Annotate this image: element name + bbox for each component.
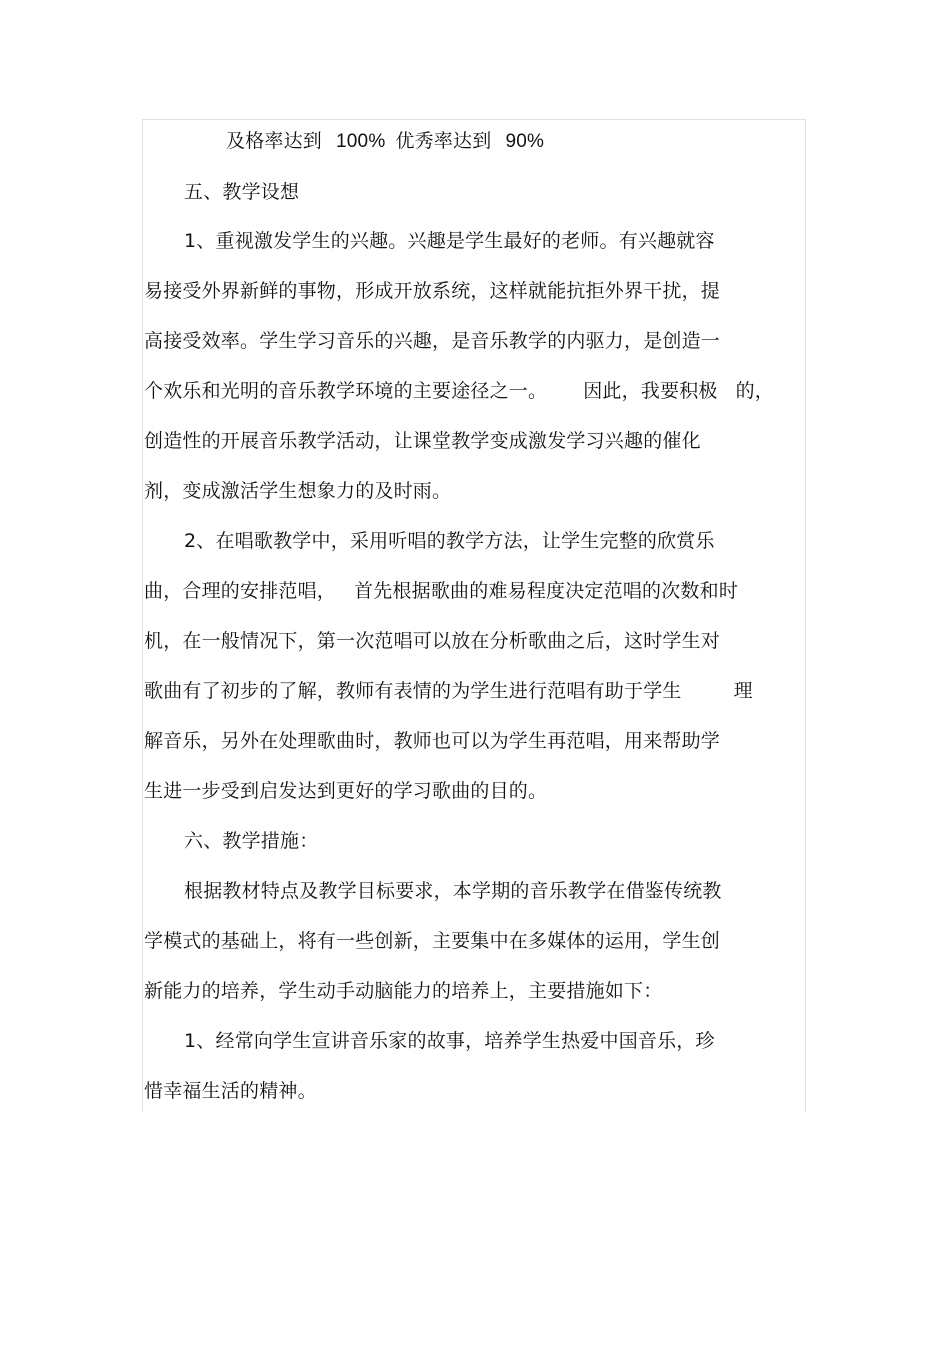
text-run: 因此，我要积极 xyxy=(583,380,718,402)
paragraph-line: 根据教材特点及教学目标要求，本学期的音乐教学在借鉴传统教 xyxy=(184,880,722,902)
text-run: 首先根据歌曲的难易程度决定范唱的次数和时 xyxy=(354,580,739,602)
paragraph-line: 1、重视激发学生的兴趣。兴趣是学生最好的老师。有兴趣就容 xyxy=(184,230,715,252)
text-run: 理 xyxy=(733,680,753,702)
paragraph-line: 剂，变成激活学生想象力的及时雨。 xyxy=(144,480,452,502)
paragraph-line: 2、在唱歌教学中，采用听唱的教学方法，让学生完整的欣赏乐 xyxy=(184,530,715,552)
paragraph-line: 高接受效率。学生学习音乐的兴趣，是音乐教学的内驱力，是创造一 xyxy=(144,330,721,352)
paragraph-line: 解音乐，另外在处理歌曲时，教师也可以为学生再范唱，用来帮助学 xyxy=(144,730,721,752)
paragraph-line: 创造性的开展音乐教学活动，让课堂教学变成激发学习兴趣的催化 xyxy=(144,430,701,452)
paragraph-line: 惜幸福生活的精神。 xyxy=(144,1080,317,1102)
paragraph-line xyxy=(144,679,753,703)
pass-rate-value: 100% xyxy=(336,131,386,152)
paragraph-line: 易接受外界新鲜的事物，形成开放系统，这样就能抗拒外界干扰，提 xyxy=(144,280,721,302)
paragraph-line xyxy=(144,579,738,603)
paragraph-line: 1、经常向学生宣讲音乐家的故事，培养学生热爱中国音乐，珍 xyxy=(184,1030,715,1052)
pass-rate-line xyxy=(226,129,544,154)
paragraph-line: 新能力的培养，学生动手动脑能力的培养上，主要措施如下： xyxy=(144,980,663,1002)
text-run: 的， xyxy=(735,380,775,402)
paragraph-line: 机，在一般情况下，第一次范唱可以放在分析歌曲之后，这时学生对 xyxy=(144,630,721,652)
excellent-rate-value: 90% xyxy=(505,131,545,152)
paragraph-line: 学模式的基础上，将有一些创新，主要集中在多媒体的运用，学生创 xyxy=(144,930,721,952)
text-run: 曲，合理的安排范唱， xyxy=(144,580,337,602)
excellent-rate-label: 优秀率达到 xyxy=(395,130,492,152)
section-heading-5: 五、教学设想 xyxy=(184,181,300,203)
section-heading-6: 六、教学措施： xyxy=(184,830,319,852)
text-run: 歌曲有了初步的了解，教师有表情的为学生进行范唱有助于学生 xyxy=(144,680,682,702)
paragraph-line xyxy=(144,379,774,403)
page-frame xyxy=(142,119,806,1112)
text-run: 个欢乐和光明的音乐教学环境的主要途径之一。 xyxy=(144,380,548,402)
pass-rate-label: 及格率达到 xyxy=(226,130,323,152)
paragraph-line: 生进一步受到启发达到更好的学习歌曲的目的。 xyxy=(144,780,548,802)
